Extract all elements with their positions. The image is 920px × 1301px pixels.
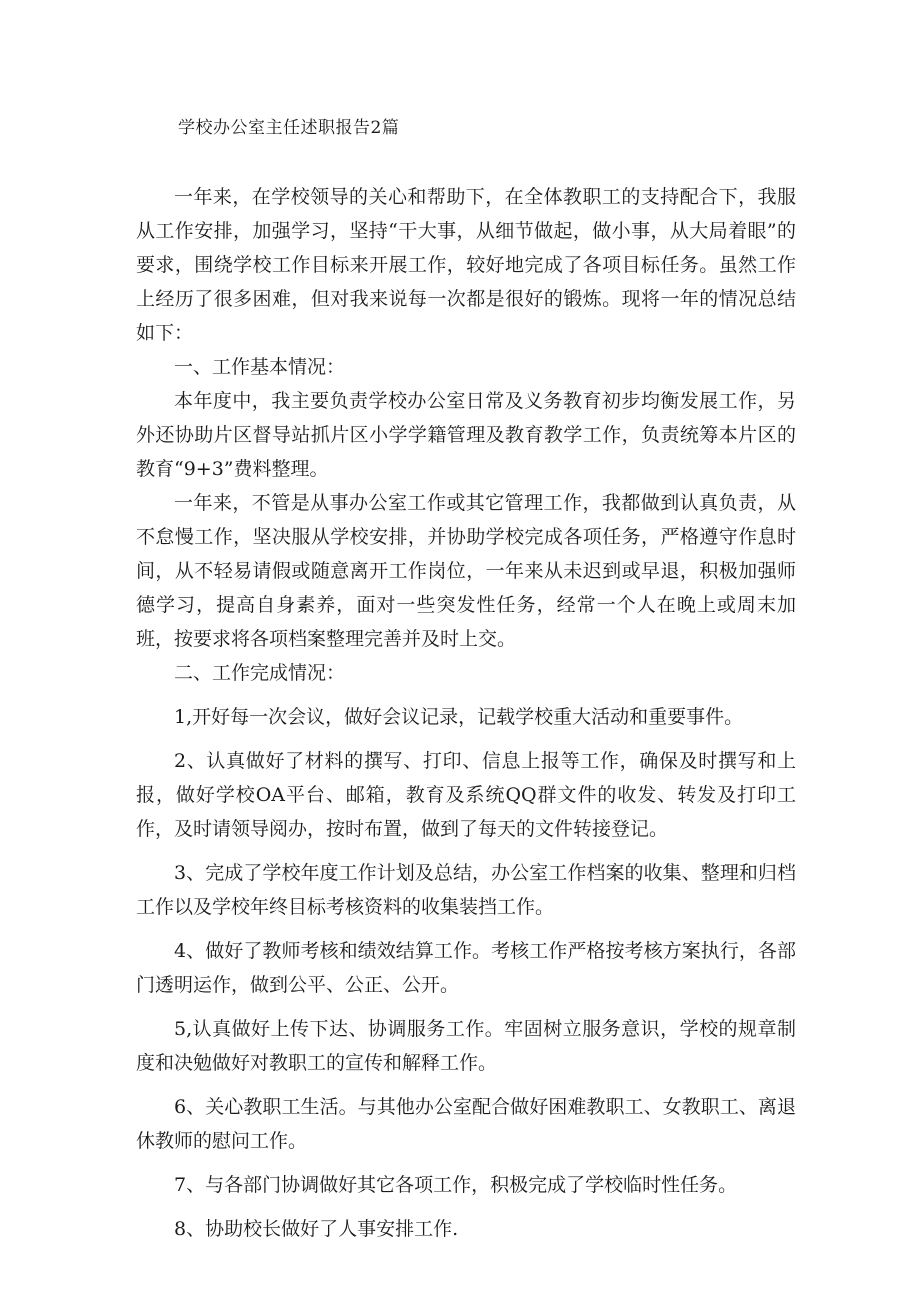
list-item-4: 4、做好了教师考核和绩效结算工作。考核工作严格按考核方案执行，各部门透明运作，做到公平、公正、公开。 (136, 940, 796, 996)
list-item-8: 8、协助校长做好了人事安排工作. (174, 1218, 459, 1240)
heading-completion-status: 二、工作完成情况： (174, 662, 346, 684)
list-item-3: 3、完成了学校年度工作计划及总结，办公室工作档案的收集、整理和归档工作以及学校年终目标考核资料的收集装挡工作。 (136, 862, 796, 918)
document-title: 学校办公室主任述职报告2篇 (178, 118, 400, 138)
paragraph-responsibilities: 本年度中，我主要负责学校办公室日常及义务教育初步均衡发展工作，另外还协助片区督导站抓片区小学学籍管理及教育教学工作，负责统筹本片区的教育“9+3”费料整理。 (136, 390, 796, 480)
list-item-6: 6、关心教职工生活。与其他办公室配合做好困难教职工、女教职工、离退休教师的慰问工作。 (136, 1096, 796, 1152)
paragraph-intro: 一年来，在学校领导的关心和帮助下，在全体教职工的支持配合下，我服从工作安排，加强学习，坚持“干大事，从细节做起，做小事，从大局着眼”的要求，围绕学校工作目标来开展工作，较好地完成了各项目标任务。虽然工作上经历了很多困难，但对我来说每一次都是很好的锻炼。现将一年的情况总结如下： (136, 186, 796, 344)
document-body (136, 180, 796, 1246)
list-item-2: 2、认真做好了材料的撰写、打印、信息上报等工作，确保及时撰写和上报，做好学校OA平台、邮箱，教育及系统QQ群文件的收发、转发及打印工作，及时请领导阅办，按时布置，做到了每天的文件转接登记。 (136, 750, 796, 840)
list-item-5: 5,认真做好上传下达、协调服务工作。牢固树立服务意识，学校的规章制度和决勉做好对教职工的宣传和解释工作。 (136, 1018, 796, 1074)
heading-basic-situation: 一、工作基本情况： (174, 356, 346, 378)
list-item-7: 7、与各部门协调做好其它各项工作，积极完成了学校临时性任务。 (174, 1174, 738, 1196)
list-item-1: 1,开好每一次会议，做好会议记录，记载学校重大活动和重要事件。 (174, 706, 744, 728)
paragraph-attitude: 一年来，不管是从事办公室工作或其它管理工作，我都做到认真负责，从不怠慢工作，坚决服从学校安排，并协助学校完成各项任务，严格遵守作息时间，从不轻易请假或随意离开工作岗位，一年来从未迟到或早退，积极加强师德学习，提高自身素养，面对一些突发性任务，经常一个人在晚上或周末加班，按要求将各项档案整理完善并及时上交。 (136, 492, 796, 650)
